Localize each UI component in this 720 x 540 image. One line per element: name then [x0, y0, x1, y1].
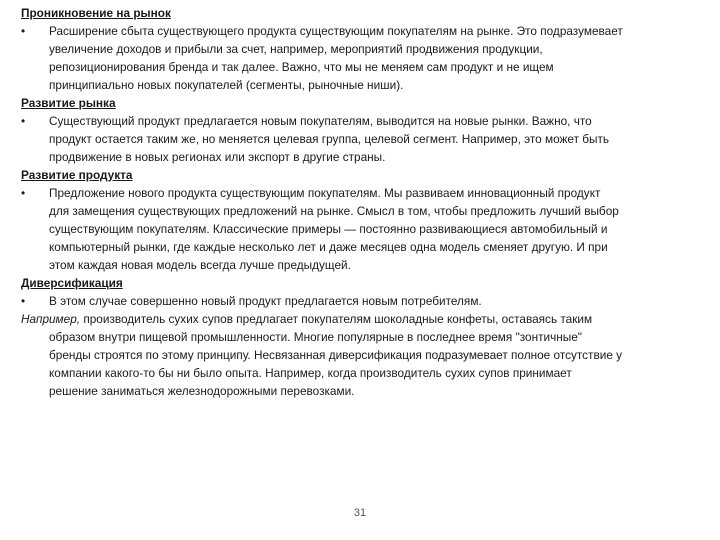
bullet-icon: •	[21, 294, 26, 308]
page-number: 31	[353, 507, 367, 519]
text-line: репозиционирования бренда и так далее. Важно, что мы не меняем сам продукт и не ищем	[49, 60, 554, 74]
text-line: этом каждая новая модель всегда лучше предыдущей.	[49, 258, 351, 272]
text-line: производитель сухих супов предлагает покупателям шоколадные конфеты, оставаясь таким	[80, 312, 593, 326]
text-line: для замещения существующих предложений на рынке. Смысл в том, чтобы предложить лучший выбор	[49, 204, 619, 218]
example-paragraph	[21, 310, 701, 400]
section-market-penetration	[21, 4, 701, 94]
text-line: решение заниматься железнодорожными перевозками.	[49, 384, 355, 398]
text-line: существующим покупателям. Классические примеры — постоянно развивающиеся автомобильный и	[49, 222, 608, 236]
text-line: компьютерный рынки, где каждые несколько лет и даже месяцев одна модель сменяет другую. И при	[49, 240, 608, 254]
text-line: Существующий продукт предлагается новым покупателям, выводится на новые рынки. Важно, что	[49, 114, 592, 128]
document-body	[21, 4, 701, 400]
text-line: бренды строятся по этому принципу. Несвязанная диверсификация подразумевает полное отсутствие у	[49, 348, 623, 362]
section-heading: Проникновение на рынок	[21, 6, 171, 20]
text-line: компании какого-то бы ни было опыта. Например, когда производитель сухих супов принимает	[49, 366, 572, 380]
section-product-development	[21, 166, 701, 274]
text-line: Предложение нового продукта существующим покупателям. Мы развиваем инновационный продукт	[49, 186, 601, 200]
bullet-icon: •	[21, 186, 26, 200]
section-diversification	[21, 274, 701, 310]
text-line: образом внутри пищевой промышленности. Многие популярные в последнее время "зонтичные"	[49, 330, 582, 344]
text-line: принципиально новых покупателей (сегменты, рыночные ниши).	[49, 78, 404, 92]
section-market-development	[21, 94, 701, 166]
text-line: увеличение доходов и прибыли за счет, например, мероприятий продвижения продукции,	[49, 42, 543, 56]
bullet-item	[21, 112, 701, 166]
section-heading: Развитие рынка	[21, 96, 116, 110]
section-heading: Развитие продукта	[21, 168, 133, 182]
text-line: продукт остается таким же, но меняется целевая группа, целевой сегмент. Например, это может быть	[49, 132, 610, 146]
bullet-item	[21, 184, 701, 274]
text-line: Расширение сбыта существующего продукта существующим покупателям на рынке. Это подразумевает	[49, 24, 623, 38]
bullet-item	[21, 292, 701, 310]
example-label: Например,	[21, 312, 81, 326]
bullet-icon: •	[21, 114, 26, 128]
section-heading: Диверсификация	[21, 276, 123, 290]
bullet-icon: •	[21, 24, 26, 38]
text-line: продвижение в новых регионах или экспорт в другие страны.	[49, 150, 386, 164]
bullet-item	[21, 22, 701, 94]
text-line: В этом случае совершенно новый продукт предлагается новым потребителям.	[49, 294, 482, 308]
example-first-line	[21, 310, 701, 328]
